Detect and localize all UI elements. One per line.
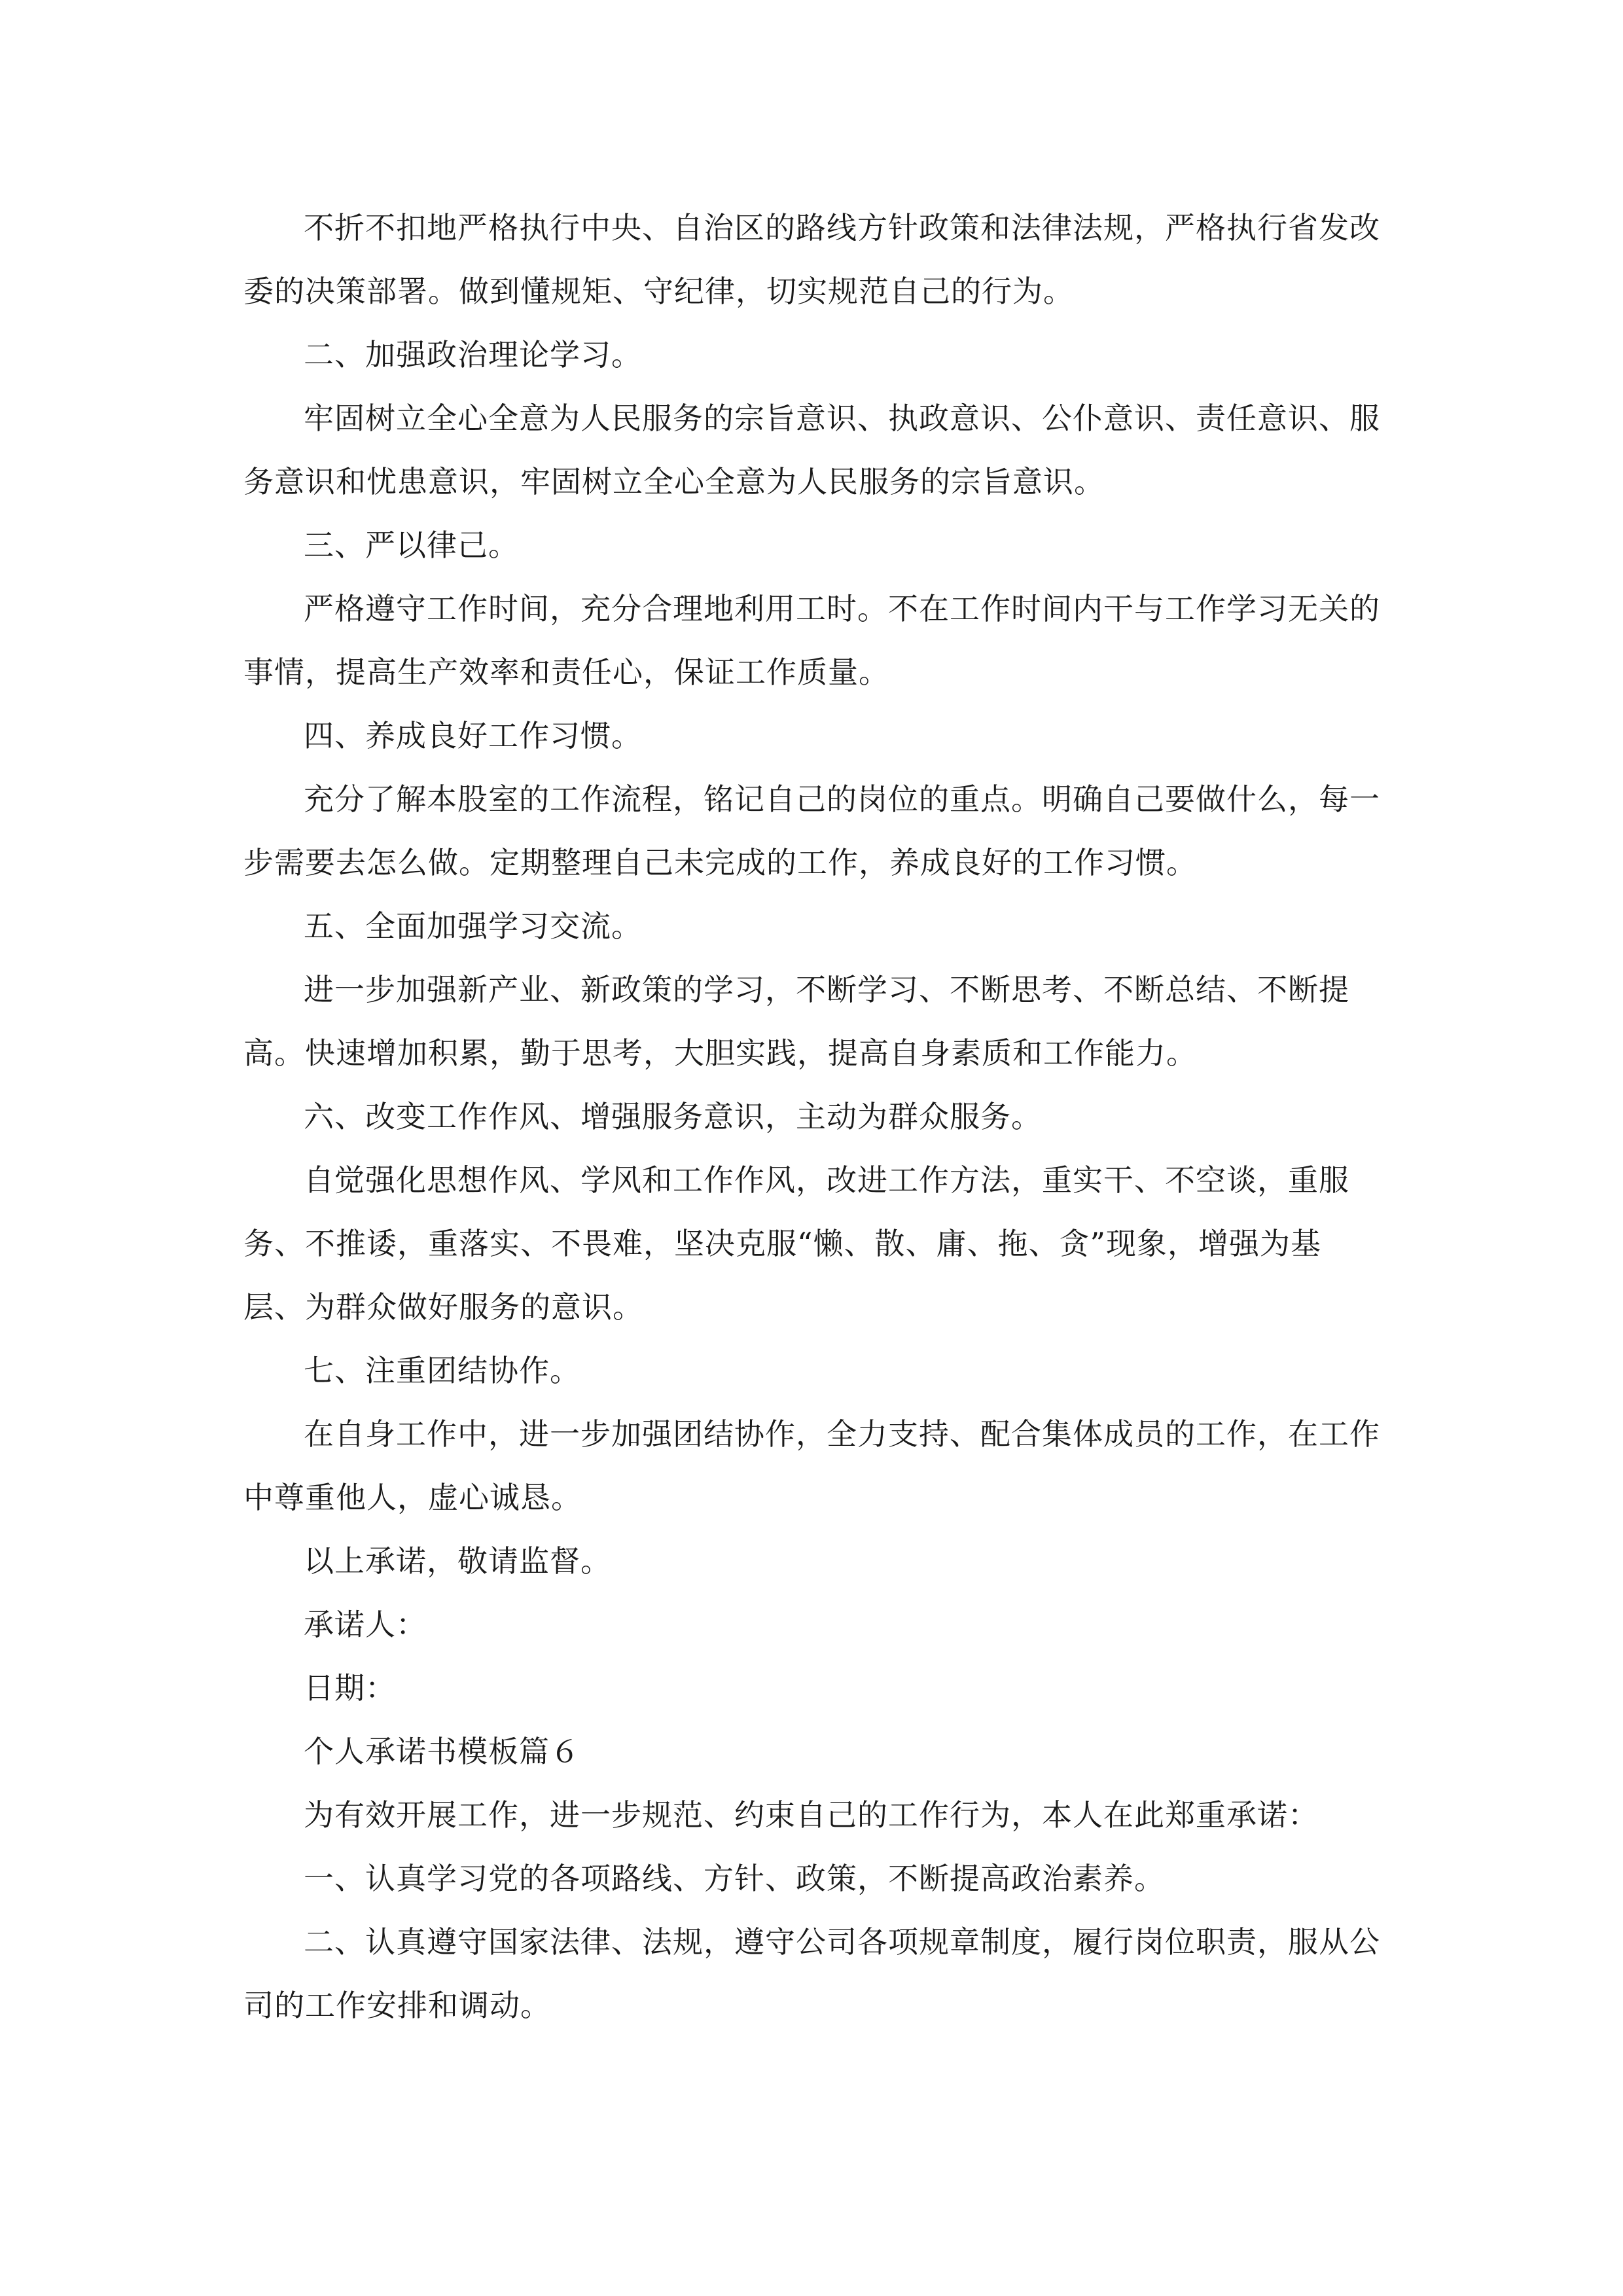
section-heading: 七、注重团结协作。 — [304, 1353, 580, 1388]
section-heading: 三、严以律己。 — [304, 528, 519, 563]
template-title: 个人承诺书模板篇６ — [304, 1734, 580, 1769]
paragraph: 严格遵守工作时间，充分合理地利用工时。不在工作时间内干与工作学习无关的事情，提高生产效率和责任心，保证工作质量。 — [243, 591, 1380, 690]
paragraph: 牢固树立全心全意为人民服务的宗旨意识、执政意识、公仆意识、责任意识、服务意识和忧患意识，牢固树立全心全意为人民服务的宗旨意识。 — [243, 401, 1380, 499]
signer-label: 承诺人： — [304, 1607, 427, 1642]
paragraph: 为有效开展工作，进一步规范、约束自己的工作行为，本人在此郑重承诺： — [304, 1797, 1319, 1833]
paragraph: 二、认真遵守国家法律、法规，遵守公司各项规章制度，履行岗位职责，服从公司的工作安排和调动。 — [243, 1924, 1380, 2023]
section-heading: 二、加强政治理论学习。 — [304, 337, 642, 372]
document-body — [243, 196, 1381, 2037]
section-heading: 六、改变工作作风、增强服务意识，主动为群众服务。 — [304, 1099, 1042, 1134]
paragraph: 一、认真学习党的各项路线、方针、政策，不断提高政治素养。 — [304, 1861, 1165, 1896]
section-heading: 四、养成良好工作习惯。 — [304, 718, 642, 753]
paragraph: 不折不扣地严格执行中央、自治区的路线方针政策和法律法规，严格执行省发改委的决策部署。做到懂规矩、守纪律，切实规范自己的行为。 — [243, 210, 1380, 309]
paragraph: 自觉强化思想作风、学风和工作作风，改进工作方法，重实干、不空谈，重服务、不推诿，重落实、不畏难，坚决克服“懒、散、庸、拖、贪”现象，增强为基层、为群众做好服务的意识。 — [243, 1162, 1349, 1325]
closing-line: 以上承诺，敬请监督。 — [304, 1543, 611, 1579]
paragraph: 进一步加强新产业、新政策的学习，不断学习、不断思考、不断总结、不断提高。快速增加积累，勤于思考，大胆实践，提高自身素质和工作能力。 — [243, 972, 1349, 1071]
paragraph: 在自身工作中，进一步加强团结协作，全力支持、配合集体成员的工作，在工作中尊重他人，虚心诚恳。 — [243, 1416, 1380, 1515]
date-label: 日期： — [304, 1670, 396, 1706]
paragraph: 充分了解本股室的工作流程，铭记自己的岗位的重点。明确自己要做什么，每一步需要去怎么做。定期整理自己未完成的工作，养成良好的工作习惯。 — [243, 781, 1380, 880]
section-heading: 五、全面加强学习交流。 — [304, 908, 642, 944]
